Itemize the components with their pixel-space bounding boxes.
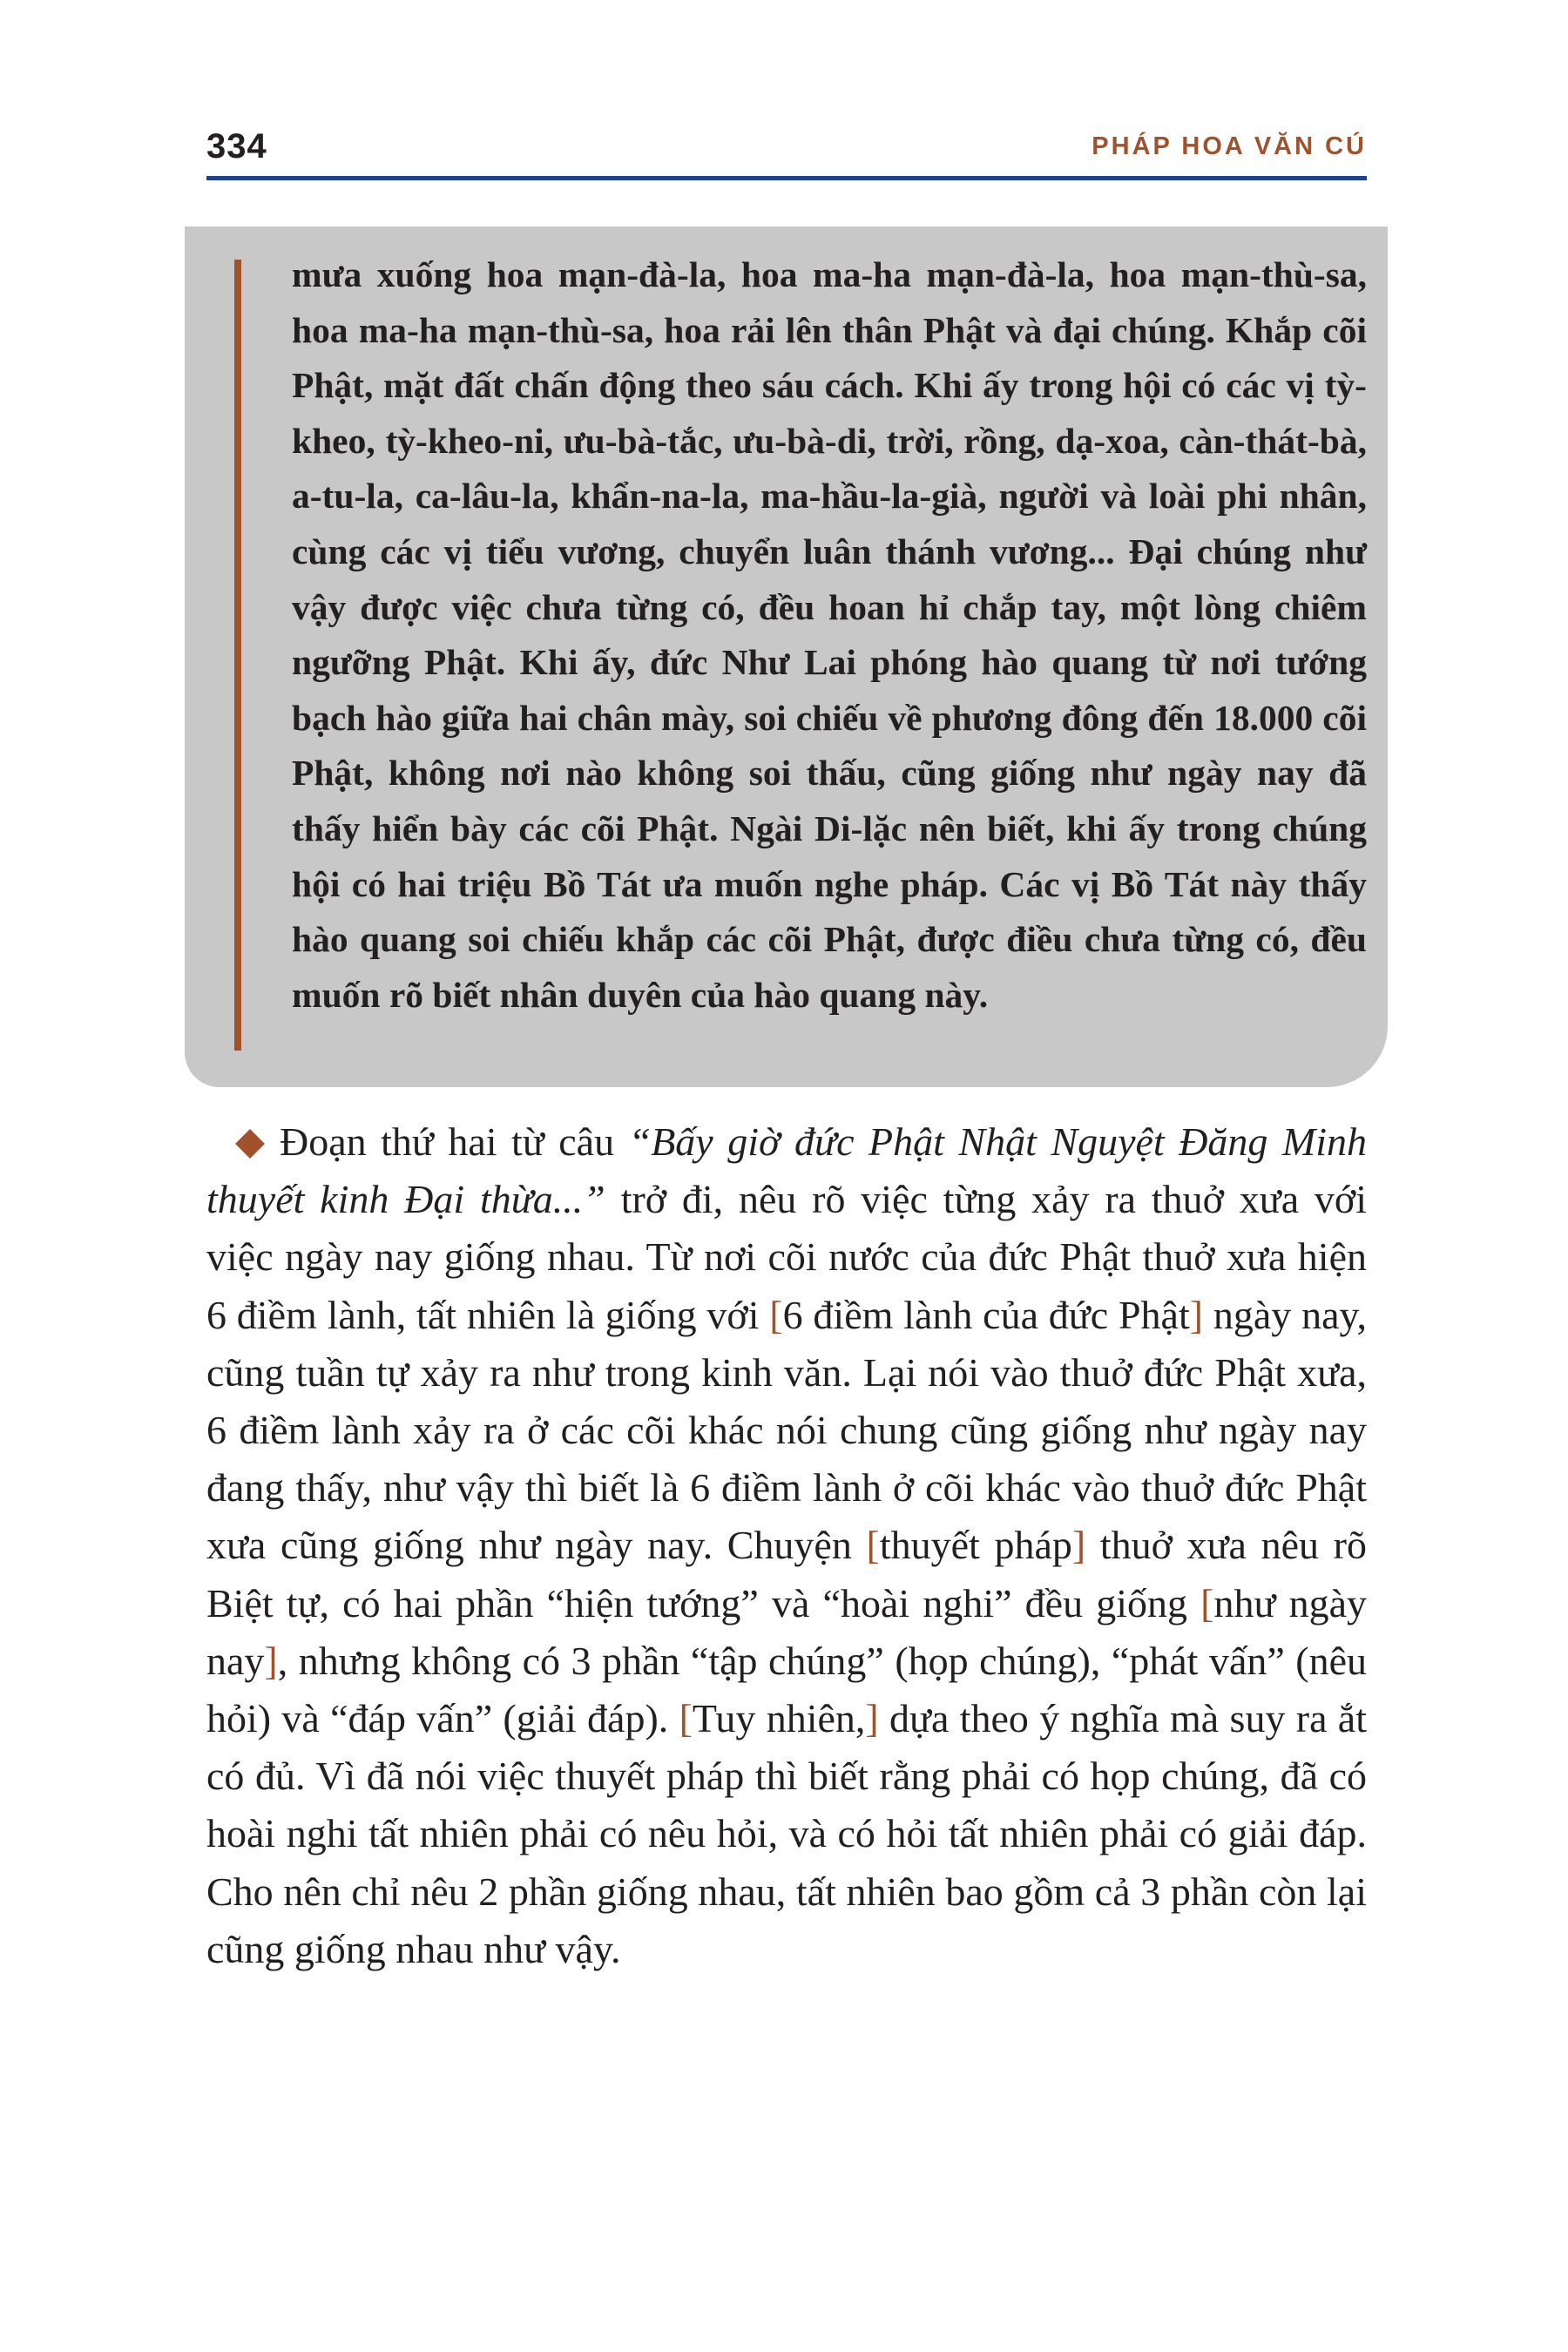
text-segment: dựa theo ý nghĩa mà suy ra ắt có đủ. Vì đã nói việc thuyết pháp thì biết rằng phải có họp chúng, đã có hoài nghi tất nhiên phải có nêu hỏi, và có hỏi tất nhiên phải có giải đáp. Cho nên chỉ nêu 2 phần giống nhau, tất nhiên bao gồm cả 3 phần còn lại cũng giống nhau như vậy. [206, 1696, 1367, 1971]
quote-accent-bar [234, 260, 241, 1051]
text-segment: ngày nay, cũng tuần tự xảy ra như trong kinh văn. Lại nói vào thuở đức Phật xưa, 6 điềm lành xảy ra ở các cõi khác nói chung cũng giống như ngày nay đang thấy, như vậy thì biết là 6 điềm lành ở cõi khác vào thuở đức Phật xưa cũng giống như ngày nay. Chuyện [206, 1292, 1367, 1568]
close-bracket: ] [1189, 1292, 1204, 1337]
page-number: 334 [206, 127, 267, 166]
open-bracket: [ [866, 1523, 880, 1568]
page-header [206, 122, 1367, 176]
bracketed-insertion: như ngày nay [206, 1580, 1367, 1683]
commentary-paragraph [206, 1113, 1367, 1978]
header-rule [206, 176, 1367, 180]
running-title: PHÁP HOA VĂN CÚ [1092, 132, 1367, 160]
text-segment: trở đi, nêu rõ việc từng xảy ra thuở xưa với việc ngày nay giống nhau. Từ nơi cõi nước của đức Phật thuở xưa hiện 6 điềm lành, tất nhiên là giống với [206, 1177, 1368, 1337]
close-bracket: ] [264, 1638, 278, 1683]
bracketed-insertion: thuyết pháp [879, 1523, 1072, 1568]
bracketed-insertion: 6 điềm lành của đức Phật [782, 1292, 1190, 1337]
sutra-quote-box [185, 226, 1388, 1087]
close-bracket: ] [865, 1696, 879, 1741]
bracketed-insertion: Tuy nhiên, [692, 1696, 866, 1741]
text-segment: Đoạn thứ hai từ câu [280, 1119, 629, 1164]
text-segment: thuở xưa nêu rõ Biệt tự, có hai phần “hiện tướng” và “hoài nghi” đều giống [206, 1523, 1367, 1625]
open-bracket: [ [679, 1696, 693, 1741]
open-bracket: [ [1200, 1580, 1214, 1625]
diamond-bullet-icon [235, 1129, 265, 1159]
open-bracket: [ [769, 1292, 783, 1337]
text-segment: , nhưng không có 3 phần “tập chúng” (họp chúng), “phát vấn” (nêu hỏi) và “đáp vấn” (giải đáp). [206, 1638, 1367, 1741]
sutra-quote-text: mưa xuống hoa mạn-đà-la, hoa ma-ha mạn-đà-la, hoa mạn-thù-sa, hoa ma-ha mạn-thù-sa, hoa rải lên thân Phật và đại chúng. Khắp cõi Phật, mặt đất chấn động theo sáu cách. Khi ấy trong hội có các vị tỳ-kheo, tỳ-kheo-ni, ưu-bà-tắc, ưu-bà-di, trời, rồng, dạ-xoa, càn-thát-bà, a-tu-la, ca-lâu-la, khẩn-na-la, ma-hầu-la-già, người và loài phi nhân, cùng các vị tiểu vương, chuyển luân thánh vương... Đại chúng như vậy được việc chưa từng có, đều hoan hỉ chắp tay, một lòng chiêm ngưỡng Phật. Khi ấy, đức Như Lai phóng hào quang từ nơi tướng bạch hào giữa hai chân mày, soi chiếu về phương đông đến 18.000 cõi Phật, không nơi nào không soi thấu, cũng giống như ngày nay đã thấy hiển bày các cõi Phật. Ngài Di-lặc nên biết, khi ấy trong chúng hội có hai triệu Bồ Tát ưa muốn nghe pháp. Các vị Bồ Tát này thấy hào quang soi chiếu khắp các cõi Phật, được điều chưa từng có, đều muốn rõ biết nhân duyên của hào quang này. [292, 254, 1367, 1015]
close-bracket: ] [1071, 1523, 1086, 1568]
sutra-citation: “Bấy giờ đức Phật Nhật Nguyệt Đăng Minh thuyết kinh Đại thừa...” [206, 1119, 1368, 1222]
